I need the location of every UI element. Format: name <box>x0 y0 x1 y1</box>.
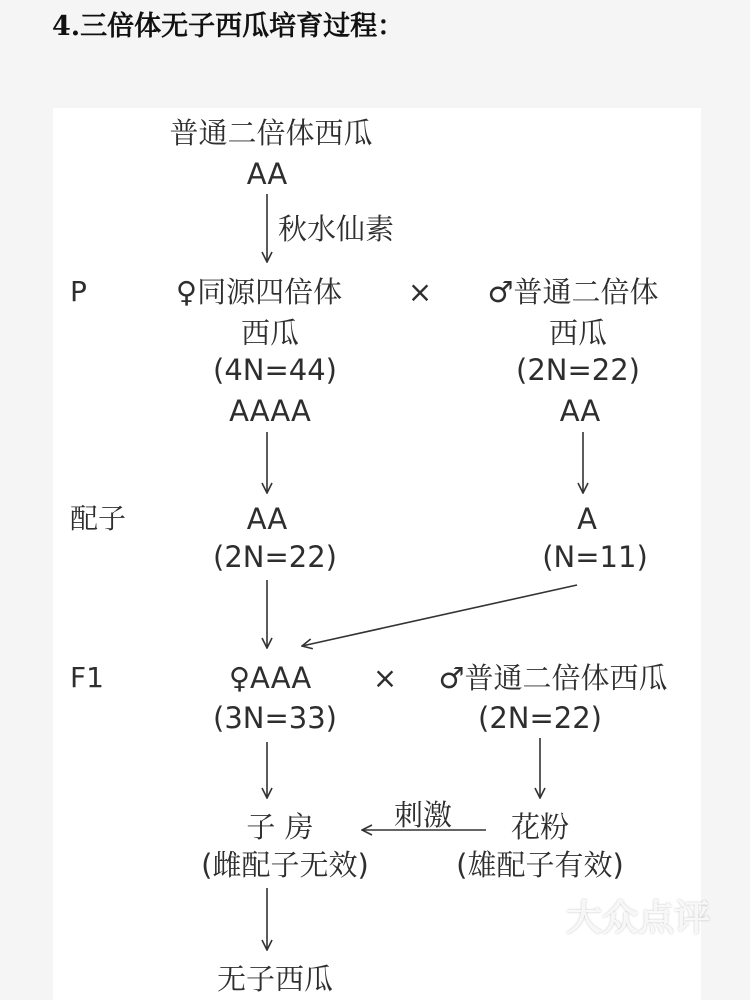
f1-cross-symbol: × <box>372 661 398 695</box>
result-label: 无子西瓜 <box>216 962 334 996</box>
top-parent-genotype: AA <box>246 157 288 191</box>
pollen-note: (雄配子有效) <box>456 848 624 882</box>
f1-female-chromosomes: (3N=33) <box>213 701 337 735</box>
row-label-p: P <box>70 275 87 308</box>
p-female-genotype: AAAA <box>229 394 311 428</box>
pollen-name: 花粉 <box>510 810 570 844</box>
ovary-name: 子 房 <box>246 810 314 844</box>
row-label-f1: F1 <box>70 661 104 694</box>
p-female-name-line2: 西瓜 <box>240 316 300 350</box>
p-male-name-line1: ♂普通二倍体 <box>487 275 659 309</box>
f1-male-chromosomes: (2N=22) <box>478 701 602 735</box>
p-male-chromosomes: (2N=22) <box>516 353 640 387</box>
p-female-name-line1: ♀同源四倍体 <box>175 275 343 309</box>
ovary-note: (雌配子无效) <box>201 848 369 882</box>
f1-female-genotype: ♀AAA <box>228 661 312 695</box>
p-female-chromosomes: (4N=44) <box>213 353 337 387</box>
gamete-male-genotype: A <box>577 502 597 536</box>
top-parent-name: 普通二倍体西瓜 <box>169 116 373 150</box>
gamete-female-genotype: AA <box>246 502 288 536</box>
f1-male-name: ♂普通二倍体西瓜 <box>438 661 668 695</box>
watermark-text: 大众点评 <box>566 898 711 939</box>
p-male-genotype: AA <box>559 394 601 428</box>
p-cross-symbol: × <box>407 275 433 309</box>
page-title: 4.三倍体无子西瓜培育过程： <box>52 11 405 42</box>
gamete-female-chromosomes: (2N=22) <box>213 540 337 574</box>
p-male-name-line2: 西瓜 <box>548 316 608 350</box>
watermark <box>512 890 710 941</box>
stimulus-label: 刺激 <box>393 798 453 832</box>
gamete-male-chromosomes: (N=11) <box>542 540 648 574</box>
treatment-label: 秋水仙素 <box>278 212 395 246</box>
dianping-logo-icon <box>512 893 558 939</box>
row-label-gamete: 配子 <box>70 502 127 535</box>
